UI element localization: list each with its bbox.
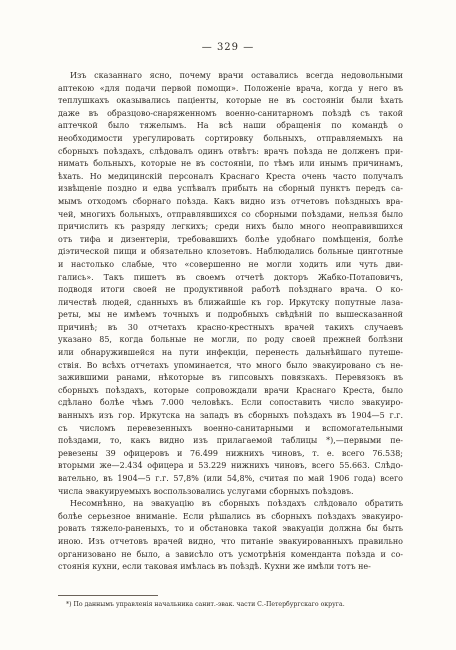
footnote: *) По даннымъ управленія начальника санит.-эвак. части С.-Петербургскаго округа. xyxy=(66,601,345,608)
text-line: аптекою «для подачи первой помощи». Положеніе врача, когда у него въ xyxy=(58,83,403,93)
text-line: указано 85, когда больные не могли, по роду своей прежней болѣзни xyxy=(58,335,403,345)
text-line: вательно, въ 1904—5 г.г. 57,8% (или 54,8%, считая по май 1906 года) всего xyxy=(58,474,403,483)
text-line: ровать тяжело-раненыхъ, то и обстановка такой эвакуаціи должна бы быть xyxy=(58,524,403,534)
text-line: организовано не было, а зависѣло отъ усмотрѣнія коменданта поѣзда и со- xyxy=(58,549,403,559)
text-line: съ числомъ перевезенныхъ военно-санитарными и вспомогательными xyxy=(58,423,403,433)
text-line: личествѣ людей, сданныхъ въ ближайшіе къ гор. Иркутску попутные лаза- xyxy=(58,297,403,307)
text-line: сборныхъ поѣздахъ, которые сопровождали врачи Краснаго Креста, было xyxy=(58,385,403,395)
text-line: зажившими ранами, нѣкоторые въ гипсовыхъ повязкахъ. Перевязокъ въ xyxy=(58,373,403,383)
text-line: причинѣ; въ 30 отчетахъ красно-крестныхъ врачей такихъ случаевъ xyxy=(58,322,403,332)
text-line: ѣхать. Но медицинскій персоналъ Краснаго Креста очень часто получалъ xyxy=(58,171,403,181)
text-line: теплушкахъ оказывались паціенты, которые не въ состояніи были ѣхать xyxy=(58,96,403,106)
text-line: мымъ отходомъ сборнаго поѣзда. Какъ видно изъ отчетовъ поѣздныхъ вра- xyxy=(58,196,403,206)
text-line: ванныхъ изъ гор. Иркутска на западъ въ сборныхъ поѣздахъ въ 1904—5 г.г. xyxy=(58,411,403,421)
text-line: иною. Изъ отчетовъ врачей видно, что питаніе эвакуированныхъ правильно xyxy=(58,536,403,546)
text-line: аптечкой было тяжелымъ. На всѣ наши обращенія по командѣ о xyxy=(58,121,403,131)
text-line: стоянія кухни, если таковая имѣлась въ поѣздѣ. Кухни же имѣли тотъ не- xyxy=(58,562,371,572)
text-line: гались». Такъ пишетъ въ своемъ отчетѣ докторъ Жабко-Потаповичъ, xyxy=(58,272,403,282)
text-line: болѣе серьезное вниманіе. Если рѣшались въ сборныхъ поѣздахъ эвакуиро- xyxy=(58,511,403,521)
text-line: нимать больныхъ, которые не въ состояніи, по тѣмъ или инымъ причинамъ, xyxy=(58,159,403,169)
text-line: даже въ образцово-снаряженномъ военно-санитарномъ поѣздѣ съ такой xyxy=(58,108,403,118)
text-line: или обнаружившейся на пути инфекціи, перенесть дальнѣйшаго путеше- xyxy=(58,348,403,358)
paragraph-2 xyxy=(58,498,403,574)
text-line: ствія. Во всѣхъ отчетахъ упоминается, что много было эвакуировано съ не- xyxy=(58,360,403,370)
text-line: Изъ сказаннаго ясно, почему врачи оставались всегда недовольными xyxy=(70,71,403,80)
text-line: поѣздами, то, какъ видно изъ прилагаемой таблицы *),—первыми пе- xyxy=(58,436,403,446)
text-line: причислить къ разряду легкихъ; среди нихъ было много неоправившихся xyxy=(58,222,403,232)
text-line: ревезены 39 офицеровъ и 76.499 нижнихъ чиновъ, т. е. всего 76.538; xyxy=(58,448,403,458)
page-number: — 329 — xyxy=(201,42,255,53)
text-line: діэтической пищи и обязательно клозетовъ. Наблюдались больные цинготные xyxy=(58,247,403,257)
text-line: отъ тифа и дизентеріи, требовавшихъ болѣе удобнаго помѣщенія, болѣе xyxy=(58,234,403,244)
text-line: необходимости урегулировать сортировку больныхъ, отправляемыхъ на xyxy=(58,133,403,143)
text-line: сдѣлано болѣе чѣмъ 7.000 человѣкъ. Если сопоставить число эвакуиро- xyxy=(58,398,403,408)
text-line: чей, многихъ больныхъ, отправлявшихся со сборными поѣздами, нельзя было xyxy=(58,209,403,219)
text-line: реты, мы не имѣемъ точныхъ и подробныхъ свѣдѣній по вышесказанной xyxy=(58,310,403,320)
text-line: сборныхъ поѣздахъ, слѣдовалъ одинъ отвѣтъ: врачъ поѣзда не долженъ при- xyxy=(58,146,403,156)
footnote-rule xyxy=(58,595,158,596)
text-line: извѣщеніе поздно и едва успѣвалъ прибыть на сборный пунктъ передъ са- xyxy=(58,184,403,194)
body-text xyxy=(58,70,403,574)
paragraph-1 xyxy=(58,70,403,498)
text-line: и настолько слабые, что «совершенно не могли ходить или чуть дви- xyxy=(58,259,403,269)
text-line: Несомнѣнно, на эвакуацію въ сборныхъ поѣздахъ слѣдовало обратить xyxy=(70,499,403,509)
text-line: подводя итоги своей не продуктивной работѣ поѣзднаго врача. О ко- xyxy=(58,285,403,295)
text-line: числа эвакуируемыхъ воспользовались услугами сборныхъ поѣздовъ. xyxy=(58,486,354,496)
text-line: вторыми же—2.434 офицера и 53.229 нижнихъ чиновъ, всего 55.663. Слѣдо- xyxy=(58,461,403,471)
